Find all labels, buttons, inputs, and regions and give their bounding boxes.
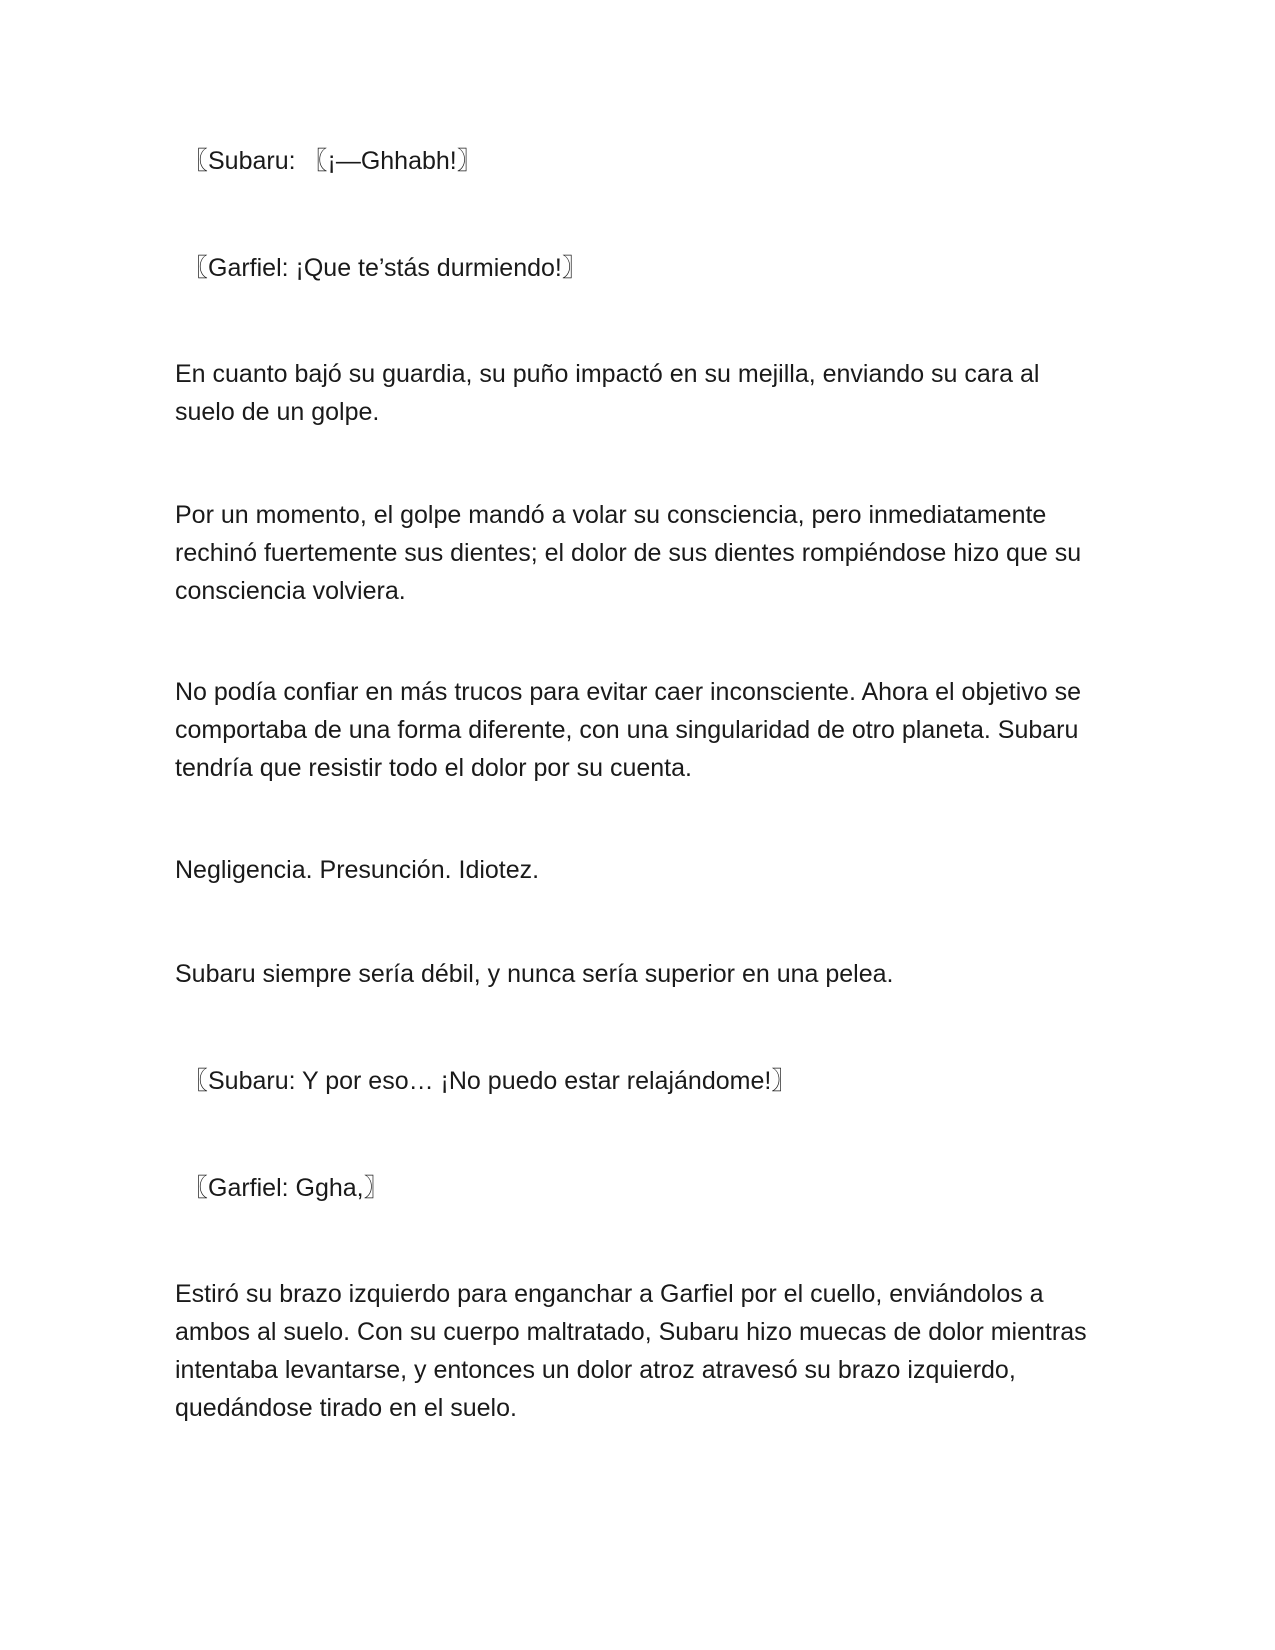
paragraph-4: Negligencia. Presunción. Idiotez. bbox=[175, 856, 540, 884]
paragraph-6: Estiró su brazo izquierdo para enganchar a Garfiel por el cuello, enviándolos a ambos al suelo. Con su cuerpo maltratado, Subaru hizo muecas de dolor mientras intentaba levantarse, y entonces un dolor atroz atravesó su brazo izquierdo, quedándose tirado en el suelo. bbox=[175, 1280, 1087, 1422]
paragraph-3: No podía confiar en más trucos para evitar caer inconsciente. Ahora el objetivo se comportaba de una forma diferente, con una singularidad de otro planeta. Subaru tendría que resistir todo el dolor por su cuenta. bbox=[175, 678, 1082, 782]
dialogue-subaru-2: 〖Subaru: Y por eso… ¡No puedo estar relajándome!〗 bbox=[183, 1067, 797, 1095]
paragraph-5: Subaru siempre sería débil, y nunca sería superior en una pelea. bbox=[175, 960, 894, 988]
dialogue-garfiel-1: 〖Garfiel: ¡Que te’stás durmiendo!〗 bbox=[183, 254, 587, 282]
paragraph-2: Por un momento, el golpe mandó a volar su consciencia, pero inmediatamente rechinó fuertemente sus dientes; el dolor de sus dientes rompiéndose hizo que su consciencia volviera. bbox=[175, 501, 1082, 605]
dialogue-garfiel-2: 〖Garfiel: Ggha,〗 bbox=[183, 1174, 389, 1202]
dialogue-subaru-1: 〖Subaru: 〖¡—Ghhabh!〗 bbox=[183, 147, 482, 175]
paragraph-1: En cuanto bajó su guardia, su puño impactó en su mejilla, enviando su cara al suelo de un golpe. bbox=[175, 360, 1040, 426]
